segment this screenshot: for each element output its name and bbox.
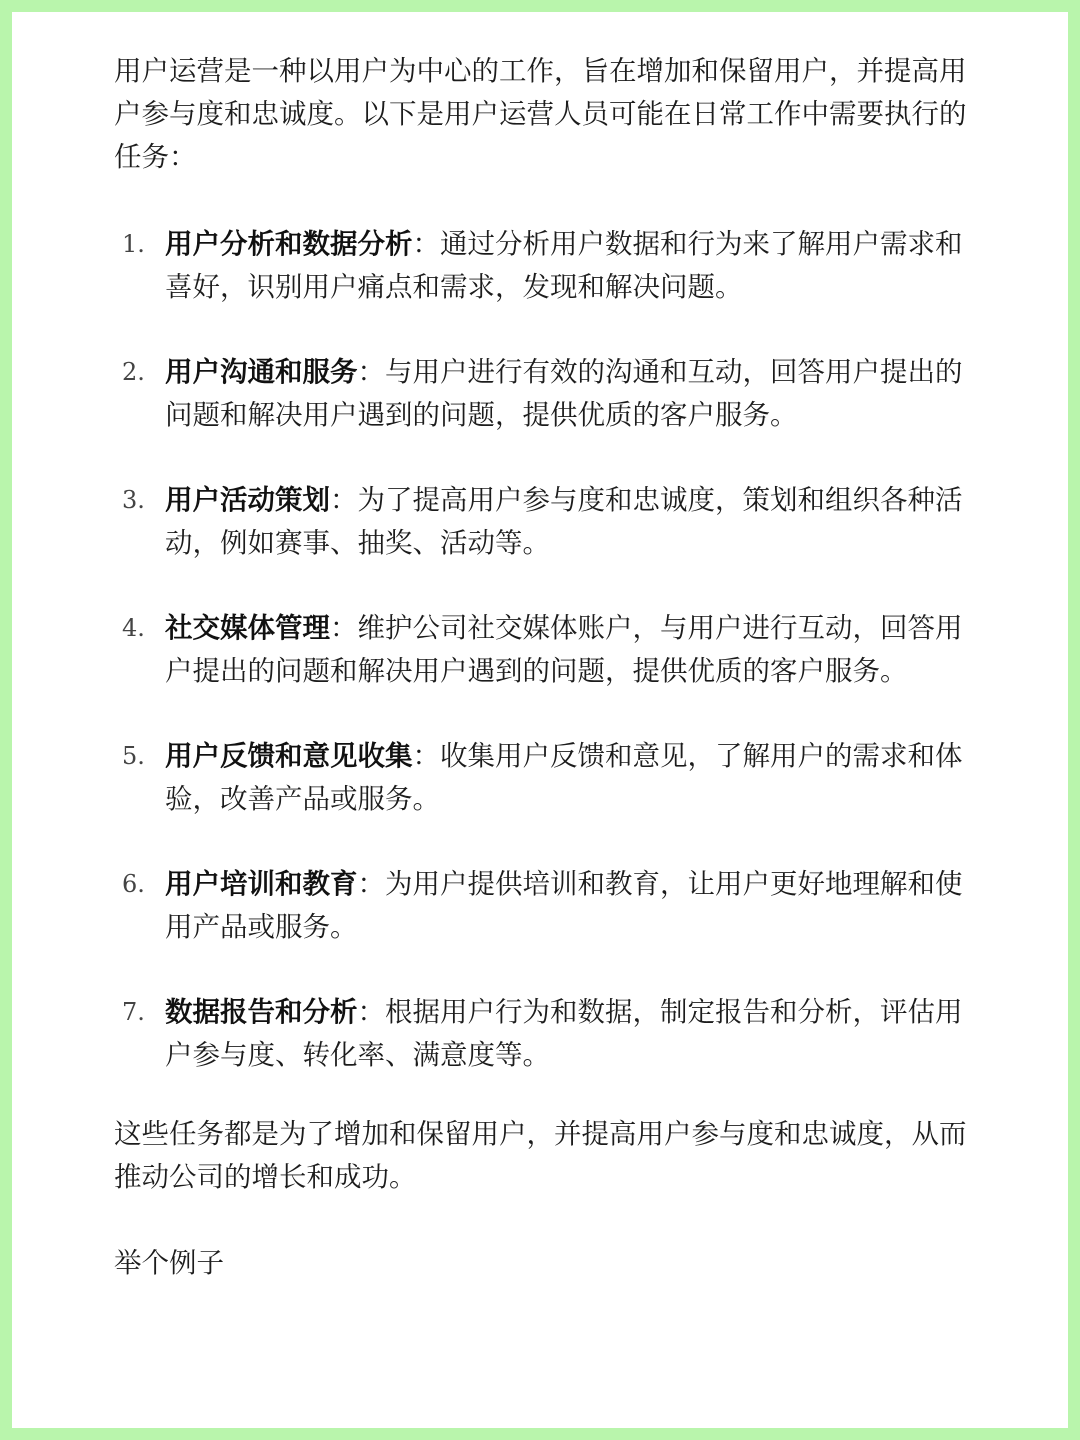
task-item (114, 863, 970, 949)
task-number: 6. (122, 870, 145, 898)
task-term: 数据报告和分析 (165, 996, 358, 1028)
task-item (114, 607, 970, 693)
example-prompt: 举个例子 (114, 1247, 224, 1279)
task-item (114, 991, 970, 1077)
task-number: 5. (122, 742, 145, 770)
task-item (114, 351, 970, 437)
task-description: 根据用户行为和数据，制定报告和分析，评估用户参与度、转化率、满意度等。 (165, 996, 963, 1071)
task-separator: ： (357, 356, 385, 388)
outro-paragraph: 这些任务都是为了增加和保留用户，并提高用户参与度和忠诚度，从而推动公司的增长和成功。 (114, 1118, 967, 1193)
task-separator: ： (357, 996, 385, 1028)
task-separator: ： (330, 612, 358, 644)
task-item (114, 735, 970, 821)
task-separator: ： (330, 484, 358, 516)
task-description: 通过分析用户数据和行为来了解用户需求和喜好，识别用户痛点和需求，发现和解决问题。 (165, 228, 963, 303)
task-description: 收集用户反馈和意见，了解用户的需求和体验，改善产品或服务。 (165, 740, 963, 815)
task-separator: ： (412, 228, 440, 260)
task-description: 为了提高用户参与度和忠诚度，策划和组织各种活动，例如赛事、抽奖、活动等。 (165, 484, 963, 559)
task-term: 社交媒体管理 (165, 612, 330, 644)
task-number: 1. (122, 230, 145, 258)
task-number: 2. (122, 358, 145, 386)
task-term: 用户活动策划 (165, 484, 330, 516)
task-number: 3. (122, 486, 145, 514)
task-description: 维护公司社交媒体账户，与用户进行互动，回答用户提出的问题和解决用户遇到的问题，提供优质的客户服务。 (165, 612, 963, 687)
task-separator: ： (412, 740, 440, 772)
task-term: 用户分析和数据分析 (165, 228, 413, 260)
task-separator: ： (357, 868, 385, 900)
task-description: 为用户提供培训和教育，让用户更好地理解和使用产品或服务。 (165, 868, 963, 943)
task-term: 用户培训和教育 (165, 868, 358, 900)
task-number: 7. (122, 998, 145, 1026)
article-body (114, 50, 970, 1285)
task-item (114, 223, 970, 309)
intro-paragraph: 用户运营是一种以用户为中心的工作，旨在增加和保留用户，并提高用户参与度和忠诚度。以下是用户运营人员可能在日常工作中需要执行的任务： (114, 55, 967, 173)
task-list (114, 223, 970, 1077)
task-term: 用户反馈和意见收集 (165, 740, 413, 772)
task-term: 用户沟通和服务 (165, 356, 358, 388)
task-number: 4. (122, 614, 145, 642)
task-item (114, 479, 970, 565)
task-description: 与用户进行有效的沟通和互动，回答用户提出的问题和解决用户遇到的问题，提供优质的客户服务。 (165, 356, 963, 431)
